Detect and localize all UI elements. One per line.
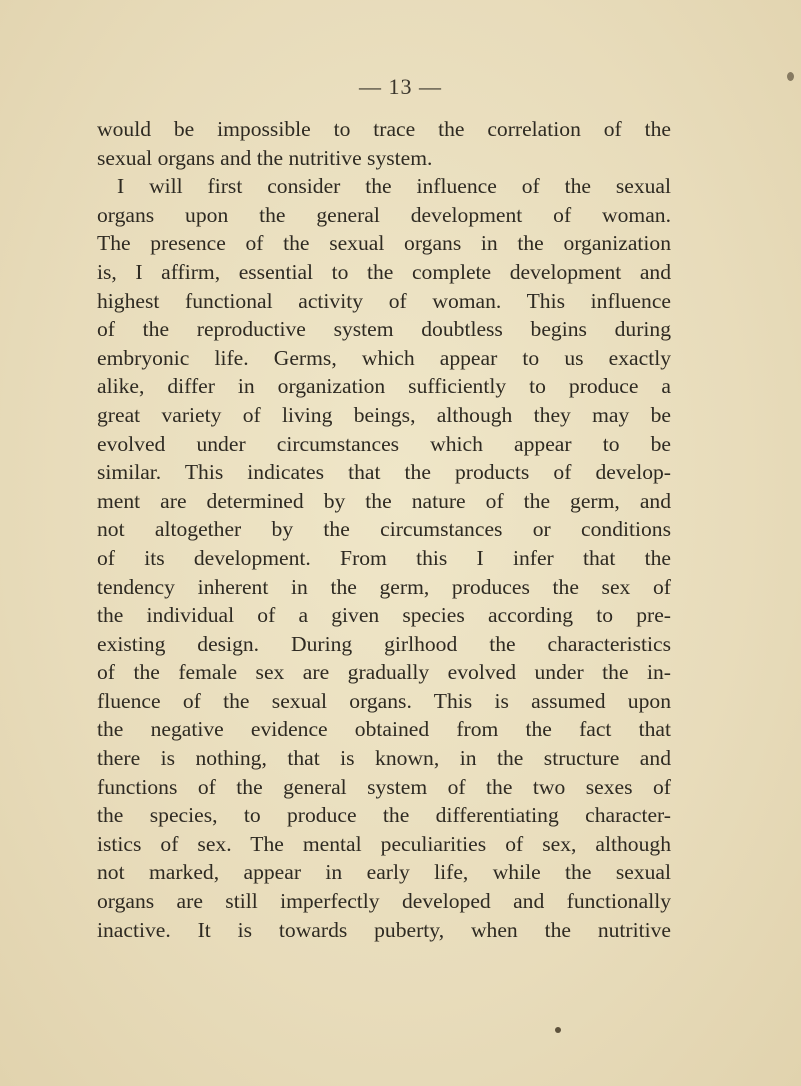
text-line: there is nothing, that is known, in the structure and xyxy=(97,746,671,771)
text-line: inactive. It is towards puberty, when the nutritive xyxy=(97,917,671,942)
paper-speck xyxy=(787,72,794,81)
text-line: tendency inherent in the germ, produces the sex of xyxy=(97,574,671,599)
text-line: the negative evidence obtained from the fact that xyxy=(97,717,671,742)
text-line: highest functional activity of woman. This influence xyxy=(97,288,671,313)
text-line: would be impossible to trace the correlation of the xyxy=(97,117,671,141)
text-line: fluence of the sexual organs. This is assumed upon xyxy=(97,688,671,713)
text-line: evolved under circumstances which appear to be xyxy=(97,431,671,456)
text-line: istics of sex. The mental peculiarities of sex, although xyxy=(97,831,671,856)
page-number: — 13 — xyxy=(359,74,442,99)
text-line: of the reproductive system doubtless begins during xyxy=(97,317,671,342)
text-line: similar. This indicates that the products of develop- xyxy=(97,460,671,485)
text-line: alike, differ in organization sufficiently to produce a xyxy=(97,374,671,399)
text-line: sexual organs and the nutritive system. xyxy=(97,145,433,170)
text-line: existing design. During girlhood the characteristics xyxy=(97,631,671,656)
paper-speck xyxy=(555,1027,561,1033)
text-line: the individual of a given species according to pre- xyxy=(97,603,671,628)
text-line: The presence of the sexual organs in the organization xyxy=(97,231,671,256)
body-text xyxy=(97,115,671,944)
text-line: of the female sex are gradually evolved under the in- xyxy=(97,660,671,685)
text-line: of its development. From this I infer that the xyxy=(97,545,671,570)
text-line: the species, to produce the differentiating character- xyxy=(97,803,671,828)
text-line: I will first consider the influence of the sexual xyxy=(117,174,671,199)
text-line: ment are determined by the nature of the germ, and xyxy=(97,488,671,513)
text-line: organs upon the general development of woman. xyxy=(97,202,671,227)
text-line: embryonic life. Germs, which appear to us exactly xyxy=(97,345,671,370)
text-line: great variety of living beings, although they may be xyxy=(97,402,671,427)
text-line: is, I affirm, essential to the complete development and xyxy=(97,259,671,284)
text-line: not altogether by the circumstances or conditions xyxy=(97,517,671,542)
text-line: functions of the general system of the two sexes of xyxy=(97,774,671,799)
text-line: organs are still imperfectly developed and functionally xyxy=(97,889,671,914)
text-line: not marked, appear in early life, while the sexual xyxy=(97,860,671,885)
